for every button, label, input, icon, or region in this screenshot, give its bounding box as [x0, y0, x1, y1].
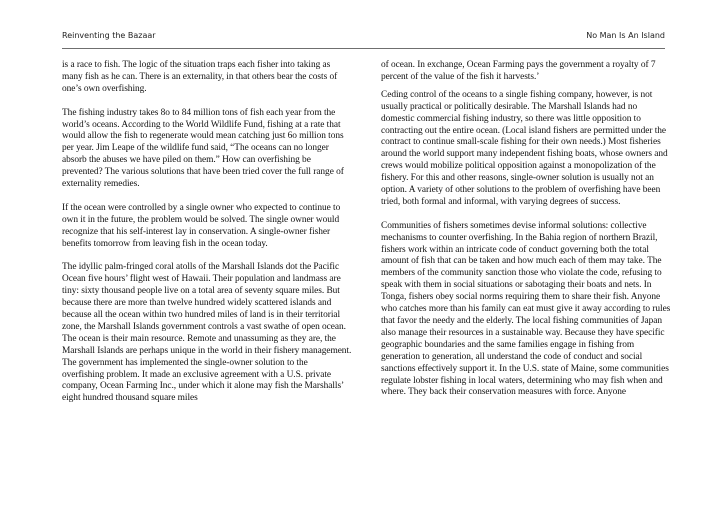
chapter-title: No Man Is An Island [586, 31, 665, 40]
book-title: Reinventing the Bazaar [62, 31, 156, 40]
page-header [62, 31, 665, 43]
header-divider [62, 48, 665, 49]
paragraph: Communities of fishers sometimes devise informal solutions: collective mechanisms to counter overfishing. In the Bahia region of northern Brazil, fishers work within an intricate code of conduct governing both the total amount of fish that can be taken and how much each of them may take. The members of the community sanction those who violate the code, refusing to speak with them in social situations or sabotaging their boats and nets. In Tonga, fishers obey social norms requiring them to share their fish. Anyone who catches more than his family can eat must give it away according to rules that favor the needy and the elderly. The local fishing communities of Japan also manage their resources in a sustainable way. Because they have specific geographic boundaries and the same families engage in fishing from generation to generation, all understand the code of conduct and social sanctions effectively support it. In the U.S. state of Maine, some communities regulate lobster fishing in local waters, determining who may fish when and where. They back their conservation measures with force. Anyone [381, 220, 671, 398]
paragraph: is a race to fish. The logic of the situation traps each fisher into taking as many fish as he can. There is an externality, in that others bear the costs of one’s own overfishing. [62, 60, 338, 94]
paragraph: Ceding control of the oceans to a single fishing company, however, is not usually practical or politically desirable. The Marshall Islands had no domestic commercial fishing industry, so there was little opposition to contracting out the entire ocean. (Local island fishers are permitted under the contract to continue small-scale fishing for their own needs.) Most fisheries around the world support many independent fishing boats, whose owners and crews would mobilize political opposition against a monopolization of the fishery. For this and other reasons, single-owner solution is usually not an option. A variety of other solutions to the problem of overfishing have been tried, both formal and informal, with varying degrees of success. [381, 89, 668, 207]
paragraph: of ocean. In exchange, Ocean Farming pays the government a royalty of 7 percent of the value of the fish it harvests.’ [381, 60, 656, 82]
paragraph: If the ocean were controlled by a single owner who expected to continue to own it in the future, the problem would be solved. The single owner would recognize that his self-interest lay in conservation. A single-owner fisher benefits tomorrow from leaving fish in the ocean today. [62, 202, 341, 249]
paragraph: The fishing industry takes 8o to 84 million tons of fish each year from the world’s oceans. According to the World Wildlife Fund, fishing at a rate that would allow the fish to regenerate would mean catching just 6o million tons per year. Jim Leape of the wildlife fund said, “The oceans can no longer absorb the abuses we have piled on them.” How can overfishing be prevented? The various solutions that have been tried cover the full range of externality remedies. [62, 107, 344, 190]
paragraph: The idyllic palm-fringed coral atolls of the Marshall Islands dot the Pacific Ocean five hours’ flight west of Hawaii. Their population and landmass are tiny: sixty thousand people live on a total area of seventy square miles. But because there are more than twelve hundred widely scattered islands and because all the ocean within two hundred miles of land is in their territorial zone, the Marshall Islands government controls a vast swathe of open ocean. The ocean is their main resource. Remote and unassuming as they are, the Marshall Islands are perhaps unique in the world in their fishery management. The government has implemented the single-owner solution to the overfishing problem. It made an exclusive agreement with a U.S. private company, Ocean Farming Inc., under which it alone may fish the Marshalls’ eight hundred thousand square miles [62, 262, 352, 404]
left-column [62, 60, 352, 417]
right-column [381, 60, 671, 411]
